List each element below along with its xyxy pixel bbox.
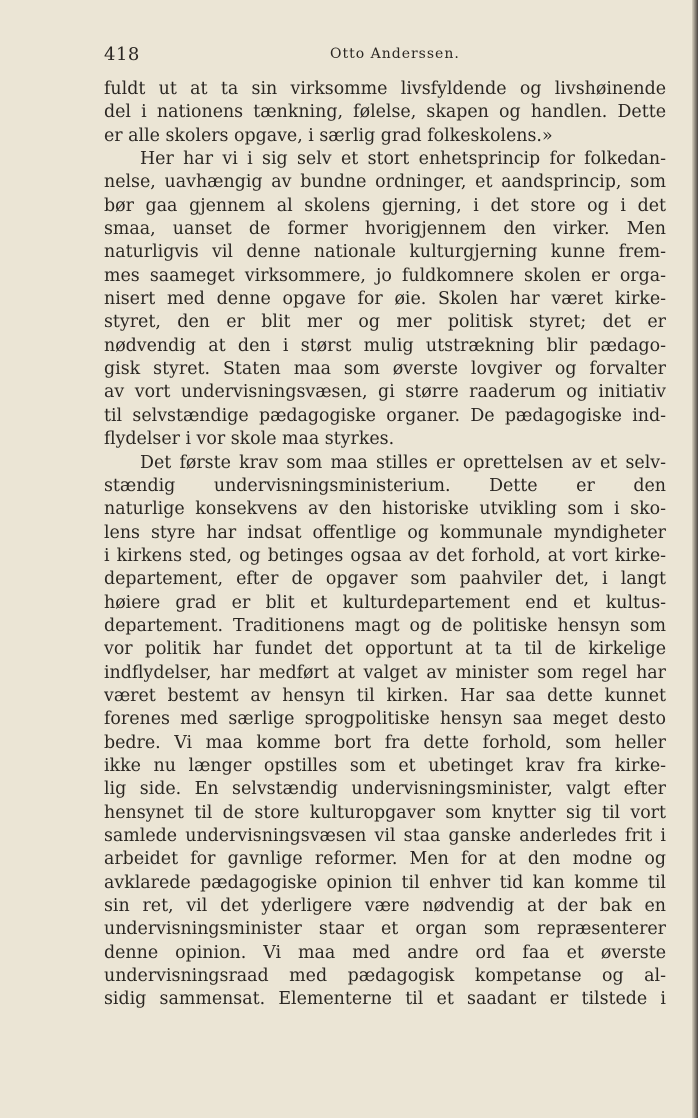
text-line: smaa, uanset de former hvorigjennem den virker. Men	[104, 219, 666, 240]
text-line: bedre. Vi maa komme bort fra dette forhold, som heller	[104, 732, 666, 753]
page-header	[104, 44, 664, 68]
text-line: indflydelser, har medført at valget av minister som regel har	[104, 662, 666, 683]
text-line: naturlige konsekvens av den historiske utvikling som i sko-	[104, 499, 666, 520]
text-line: undervisningsraad med pædagogisk kompetanse og al-	[104, 966, 666, 987]
text-line: flydelser i vor skole maa styrkes.	[104, 429, 395, 450]
text-line: lens styre har indsat offentlige og kommunale myndigheter	[104, 522, 666, 543]
text-line: denne opinion. Vi maa med andre ord faa et øverste	[104, 942, 666, 963]
text-line: departement. Traditionens magt og de politiske hensyn som	[104, 615, 666, 636]
text-line: av vort undervisningsvæsen, gi større raaderum og initiativ	[104, 382, 666, 403]
page-edge-shadow	[692, 0, 698, 1118]
text-line: samlede undervisningsvæsen vil staa ganske anderledes frit i	[104, 826, 666, 846]
text-line: undervisningsminister staar et organ som repræsenterer	[104, 919, 666, 940]
text-line: Det første krav som maa stilles er oprettelsen av et selv-	[140, 452, 666, 473]
text-line: gisk styret. Staten maa som øverste lovgiver og forvalter	[104, 359, 666, 380]
text-line: sidig sammensat. Elementerne til et saadant er tilstede i	[104, 989, 666, 1010]
text-line: naturligvis vil denne nationale kulturgjerning kunne frem-	[104, 242, 666, 263]
text-line: del i nationens tænkning, følelse, skapen og handlen. Dette	[104, 102, 666, 123]
text-line: stændig undervisningsministerium. Dette er den	[104, 475, 666, 496]
page-number: 418	[104, 44, 140, 65]
text-line: vor politik har fundet det opportunt at ta til de kirkelige	[104, 639, 666, 660]
text-line: sin ret, vil det yderligere være nødvendig at der bak en	[104, 896, 666, 917]
text-line: nisert med denne opgave for øie. Skolen har været kirke-	[104, 289, 666, 310]
text-line: fuldt ut at ta sin virksomme livsfyldende og livshøinende	[104, 79, 666, 99]
text-line: høiere grad er blit et kulturdepartement end et kultus-	[104, 592, 666, 613]
text-line: departement, efter de opgaver som paahviler det, i langt	[104, 569, 666, 590]
text-line: ikke nu længer opstilles som et ubetinget krav fra kirke-	[104, 755, 666, 776]
text-line: er alle skolers opgave, i særlig grad folkeskolens.»	[104, 125, 553, 146]
text-line: forenes med særlige sprogpolitiske hensyn saa meget desto	[104, 709, 666, 730]
text-line: hensynet til de store kulturopgaver som knytter sig til vort	[104, 802, 666, 823]
text-line: nelse, uavhængig av bundne ordninger, et aandsprincip, som	[104, 172, 666, 193]
text-line: lig side. En selvstændig undervisningsminister, valgt efter	[104, 779, 666, 800]
text-line: bør gaa gjennem al skolens gjerning, i det store og i det	[104, 195, 666, 216]
body-text	[104, 78, 666, 1012]
text-line: mes saameget virksommere, jo fuldkomnere skolen er orga-	[104, 265, 666, 286]
text-line: avklarede pædagogiske opinion til enhver tid kan komme til	[104, 872, 666, 893]
running-head: Otto Anderssen.	[330, 46, 460, 62]
text-line: været bestemt av hensyn til kirken. Har saa dette kunnet	[104, 685, 666, 706]
text-line: nødvendig at den i størst mulig utstrækning blir pædago-	[104, 335, 666, 356]
text-line: styret, den er blit mer og mer politisk styret; det er	[104, 312, 666, 333]
text-line: til selvstændige pædagogiske organer. De pædagogiske ind-	[104, 405, 666, 426]
text-line: arbeidet for gavnlige reformer. Men for at den modne og	[104, 849, 666, 870]
text-line: i kirkens sted, og betinges ogsaa av det forhold, at vort kirke-	[104, 545, 666, 566]
text-line: Her har vi i sig selv et stort enhetsprincip for folkedan-	[140, 149, 666, 170]
